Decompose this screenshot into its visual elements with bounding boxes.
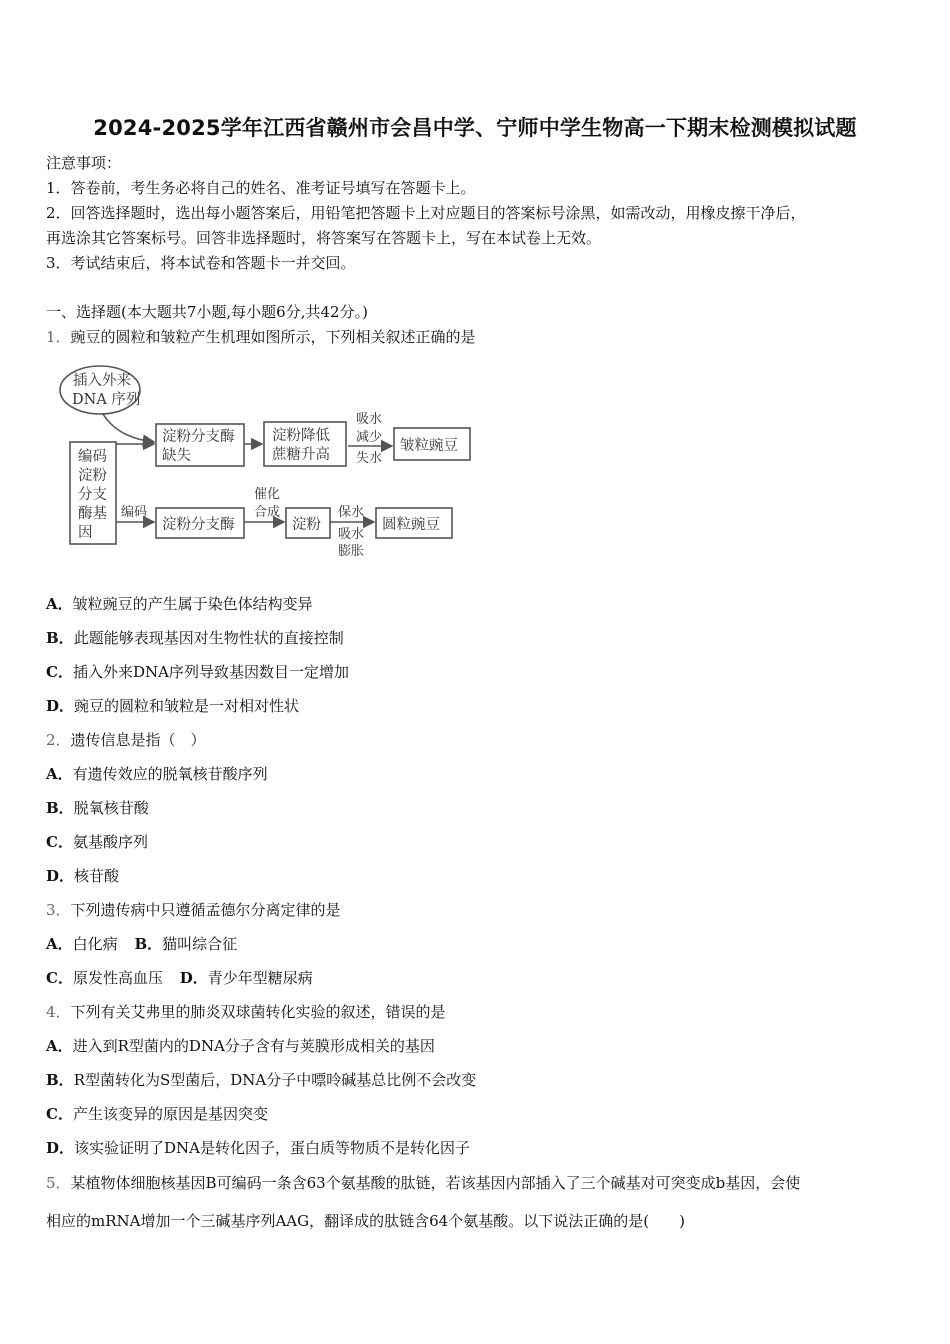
question-1 [46, 326, 476, 347]
catalyze-label-1: 催化 [254, 487, 281, 502]
option-label: C． [46, 833, 73, 851]
notice-item-2: 2．回答选择题时，选出每小题答案后，用铅笔把答题卡上对应题目的答案标号涂黑，如需改动，用橡皮擦干净后， [46, 204, 806, 222]
keep-water-label: 保水 [338, 505, 365, 520]
insert-arrow [103, 414, 154, 442]
gene-label-3: 分支 [78, 487, 107, 503]
option-label: C． [46, 1105, 73, 1123]
q1-option-c[interactable] [46, 661, 349, 682]
q2-option-a[interactable] [46, 763, 268, 784]
question-stem: 豌豆的圆粒和皱粒产生机理如图所示，下列相关叙述正确的是 [70, 328, 476, 346]
option-text: 有遗传效应的脱氧核苷酸序列 [72, 765, 268, 783]
option-label: A． [46, 1037, 73, 1055]
absorb-label-1: 吸水 [338, 527, 365, 542]
q3-options-cd [46, 967, 313, 988]
option-text: R型菌转化为S型菌后，DNA分子中嘌呤碱基总比例不会改变 [73, 1071, 477, 1089]
option-text: 该实验证明了DNA是转化因子，蛋白质等物质不是转化因子 [74, 1139, 471, 1157]
q3-option-a[interactable] [46, 935, 118, 953]
question-2 [46, 729, 206, 750]
q4-option-a[interactable] [46, 1035, 435, 1056]
option-label: B． [134, 935, 163, 953]
option-text: 青少年型糖尿病 [207, 969, 313, 987]
option-text: 原发性高血压 [72, 969, 163, 987]
q1-option-d[interactable] [46, 695, 299, 716]
option-text: 核苷酸 [74, 867, 120, 885]
gene-label-5: 因 [78, 525, 93, 541]
q3-option-b[interactable] [134, 935, 237, 953]
question-number: 4． [46, 1003, 71, 1021]
gene-label-1: 编码 [78, 449, 107, 465]
q3-option-d[interactable] [180, 969, 313, 987]
option-text: 产生该变异的原因是基因突变 [72, 1105, 268, 1123]
question-number: 2． [46, 731, 71, 749]
option-label: D． [179, 969, 208, 987]
option-text: 插入外来DNA序列导致基因数目一定增加 [72, 663, 349, 681]
option-text: 豌豆的圆粒和皱粒是一对相对性状 [74, 697, 300, 715]
option-text: 猫叫综合征 [162, 935, 238, 953]
option-label: A． [46, 765, 73, 783]
top-enzyme-2: 缺失 [162, 448, 191, 464]
q2-option-c[interactable] [46, 831, 148, 852]
question-3 [46, 899, 341, 920]
top-mid-2: 蔗糖升高 [272, 447, 330, 463]
q4-option-b[interactable] [46, 1069, 476, 1090]
notice-item-1: 1．答卷前，考生务必将自己的姓名、准考证号填写在答题卡上。 [46, 179, 476, 197]
question-stem: 某植物体细胞核基因B可编码一条含63个氨基酸的肽链，若该基因内部插入了三个碱基对可突变成b基因，会使 [70, 1174, 801, 1192]
pea-mechanism-diagram [58, 362, 478, 562]
q4-option-c[interactable] [46, 1103, 268, 1124]
question-number: 3． [46, 901, 71, 919]
q2-option-b[interactable] [46, 797, 149, 818]
top-label-1: 吸水 [356, 412, 383, 427]
top-label-2: 减少 [356, 430, 383, 445]
option-text: 氨基酸序列 [72, 833, 148, 851]
absorb-label-2: 膨胀 [338, 544, 365, 559]
question-stem: 下列遗传病中只遵循孟德尔分离定律的是 [70, 901, 341, 919]
round-label: 圆粒豌豆 [382, 517, 440, 533]
q3-options-ab [46, 933, 237, 954]
option-label: B． [46, 629, 74, 647]
option-text: 此题能够表现基因对生物性状的直接控制 [73, 629, 344, 647]
encode-label: 编码 [121, 505, 148, 520]
top-mid-1: 淀粉降低 [272, 428, 330, 444]
question-stem: 下列有关艾弗里的肺炎双球菌转化实验的叙述，错误的是 [70, 1003, 446, 1021]
question-5-cont: 相应的mRNA增加一个三碱基序列AAG，翻译成的肽链含64个氨基酸。以下说法正确的是( ) [46, 1212, 685, 1230]
option-label: A． [46, 595, 73, 613]
notice-item-2-cont: 再选涂其它答案标号。回答非选择题时，将答案写在答题卡上，写在本试卷上无效。 [46, 229, 602, 247]
q1-option-b[interactable] [46, 627, 344, 648]
q4-option-d[interactable] [46, 1137, 470, 1158]
option-label: B． [46, 1071, 74, 1089]
option-text: 脱氧核苷酸 [73, 799, 149, 817]
option-label: D． [46, 697, 75, 715]
q1-option-a[interactable] [46, 593, 313, 614]
starch-label: 淀粉 [292, 517, 321, 533]
wrinkled-label: 皱粒豌豆 [400, 438, 458, 454]
insert-label-2: DNA 序列 [72, 392, 141, 408]
question-number: 1． [46, 328, 71, 346]
bottom-enzyme-label: 淀粉分支酶 [162, 517, 235, 533]
top-enzyme-1: 淀粉分支酶 [162, 429, 235, 445]
option-label: D． [46, 867, 75, 885]
question-4 [46, 1001, 446, 1022]
notice-heading: 注意事项： [46, 154, 122, 172]
question-5 [46, 1172, 800, 1193]
option-label: C． [46, 663, 73, 681]
option-label: A． [46, 935, 73, 953]
gene-label-2: 淀粉 [78, 468, 107, 484]
top-label-3: 失水 [356, 451, 383, 466]
option-label: D． [46, 1139, 75, 1157]
question-number: 5． [46, 1174, 71, 1192]
q3-option-c[interactable] [46, 969, 163, 987]
option-text: 皱粒豌豆的产生属于染色体结构变异 [72, 595, 313, 613]
gene-label-4: 酶基 [78, 506, 107, 522]
option-text: 白化病 [72, 935, 118, 953]
option-label: B． [46, 799, 74, 817]
catalyze-label-2: 合成 [254, 505, 281, 520]
question-stem: 遗传信息是指（ ） [70, 731, 206, 749]
option-text: 进入到R型菌内的DNA分子含有与荚膜形成相关的基因 [72, 1037, 435, 1055]
q2-option-d[interactable] [46, 865, 119, 886]
page-title: 2024-2025学年江西省赣州市会昌中学、宁师中学生物高一下期末检测模拟试题 [93, 116, 857, 140]
notice-item-3: 3．考试结束后，将本试卷和答题卡一并交回。 [46, 254, 356, 272]
option-label: C． [46, 969, 73, 987]
section-heading: 一、选择题(本大题共7小题,每小题6分,共42分。) [46, 303, 368, 321]
insert-label-1: 插入外来 [73, 373, 131, 389]
